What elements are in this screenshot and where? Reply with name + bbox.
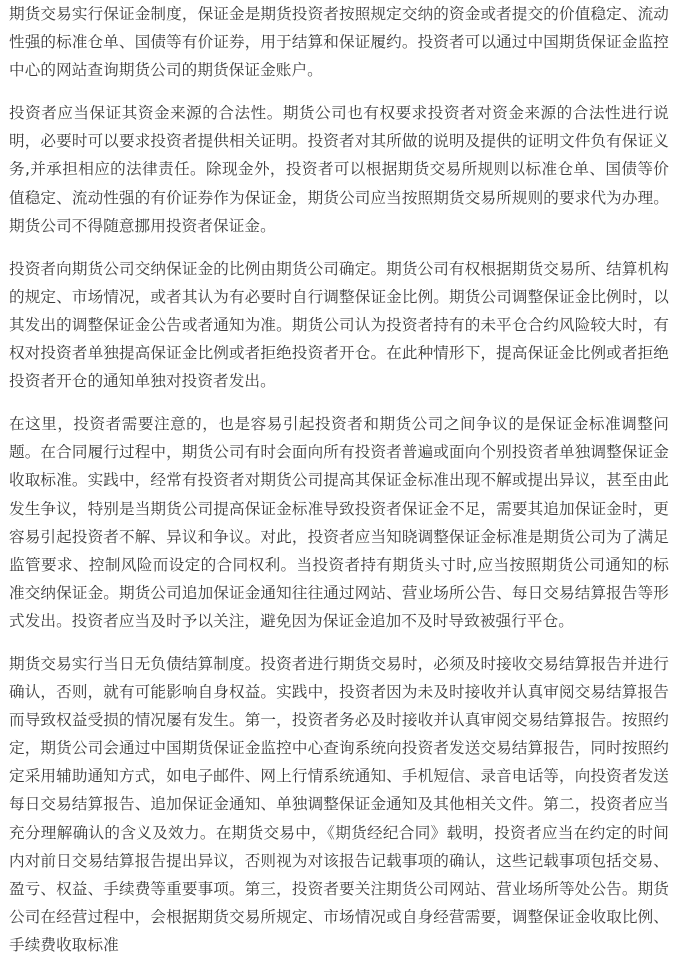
article-body (9, 0, 669, 974)
paragraph-daily-settlement: 期货交易实行当日无负债结算制度。投资者进行期货交易时，必须及时接收交易结算报告并进行确认，否则，就有可能影响自身权益。实践中，投资者因为未及时接收并认真审阅交易结算报告而导致权益受损的情况屡有发生。第一，投资者务必及时接收并认真审阅交易结算报告。按照约定，期货公司会通过中国期货保证金监控中心查询系统向投资者发送交易结算报告，同时按照约定采用辅助通知方式，如电子邮件、网上行情系统通知、手机短信、录音电话等，向投资者发送每日交易结算报告、追加保证金通知、单独调整保证金通知及其他相关文件。第二，投资者应当充分理解确认的含义及效力。在期货交易中，《期货经纪合同》载明，投资者应当在约定的时间内对前日交易结算报告提出异议，否则视为对该报告记载事项的确认，这些记载事项包括交易、盈亏、权益、手续费等重要事项。第三，投资者要关注期货公司网站、营业场所等处公告。期货公司在经营过程中，会根据期货交易所规定、市场情况或自身经营需要，调整保证金收取比例、手续费收取标准 (9, 654, 669, 954)
paragraph-margin-adjustment: 在这里，投资者需要注意的，也是容易引起投资者和期货公司之间争议的是保证金标准调整问题。在合同履行过程中，期货公司有时会面向所有投资者普遍或面向个别投资者单独调整保证金收取标准。实践中，经常有投资者对期货公司提高其保证金标准出现不解或提出异议，甚至由此发生争议，特别是当期货公司提高保证金标准导致投资者保证金不足，需要其追加保证金时，更容易引起投资者不解、异议和争议。对此，投资者应当知晓调整保证金标准是期货公司为了满足监管要求、控制风险而设定的合同权利。当投资者持有期货头寸时,应当按照期货公司通知的标准交纳保证金。期货公司追加保证金通知往往通过网站、营业场所公告、每日交易结算报告等形式发出。投资者应当及时予以关注，避免因为保证金追加不及时导致被强行平仓。 (9, 415, 669, 630)
paragraph-fund-source: 投资者应当保证其资金来源的合法性。期货公司也有权要求投资者对资金来源的合法性进行说明，必要时可以要求投资者提供相关证明。投资者对其所做的说明及提供的证明文件负有保证义务,并承担相应的法律责任。除现金外，投资者可以根据期货交易所规则以标准仓单、国债等价值稳定、流动性强的有价证券作为保证金，期货公司应当按照期货交易所规则的要求代为办理。期货公司不得随意挪用投资者保证金。 (9, 104, 669, 235)
paragraph-margin-ratio: 投资者向期货公司交纳保证金的比例由期货公司确定。期货公司有权根据期货交易所、结算机构的规定、市场情况，或者其认为有必要时自行调整保证金比例。期货公司调整保证金比例时，以其发出的调整保证金公告或者通知为准。期货公司认为投资者持有的未平仓合约风险较大时，有权对投资者单独提高保证金比例或者拒绝投资者开仓。在此种情形下，提高保证金比例或者拒绝投资者开仓的通知单独对投资者发出。 (9, 259, 669, 391)
paragraph-margin-system: 期货交易实行保证金制度，保证金是期货投资者按照规定交纳的资金或者提交的价值稳定、流动性强的标准仓单、国债等有价证券，用于结算和保证履约。投资者可以通过中国期货保证金监控中心的网站查询期货公司的期货保证金账户。 (9, 5, 669, 80)
